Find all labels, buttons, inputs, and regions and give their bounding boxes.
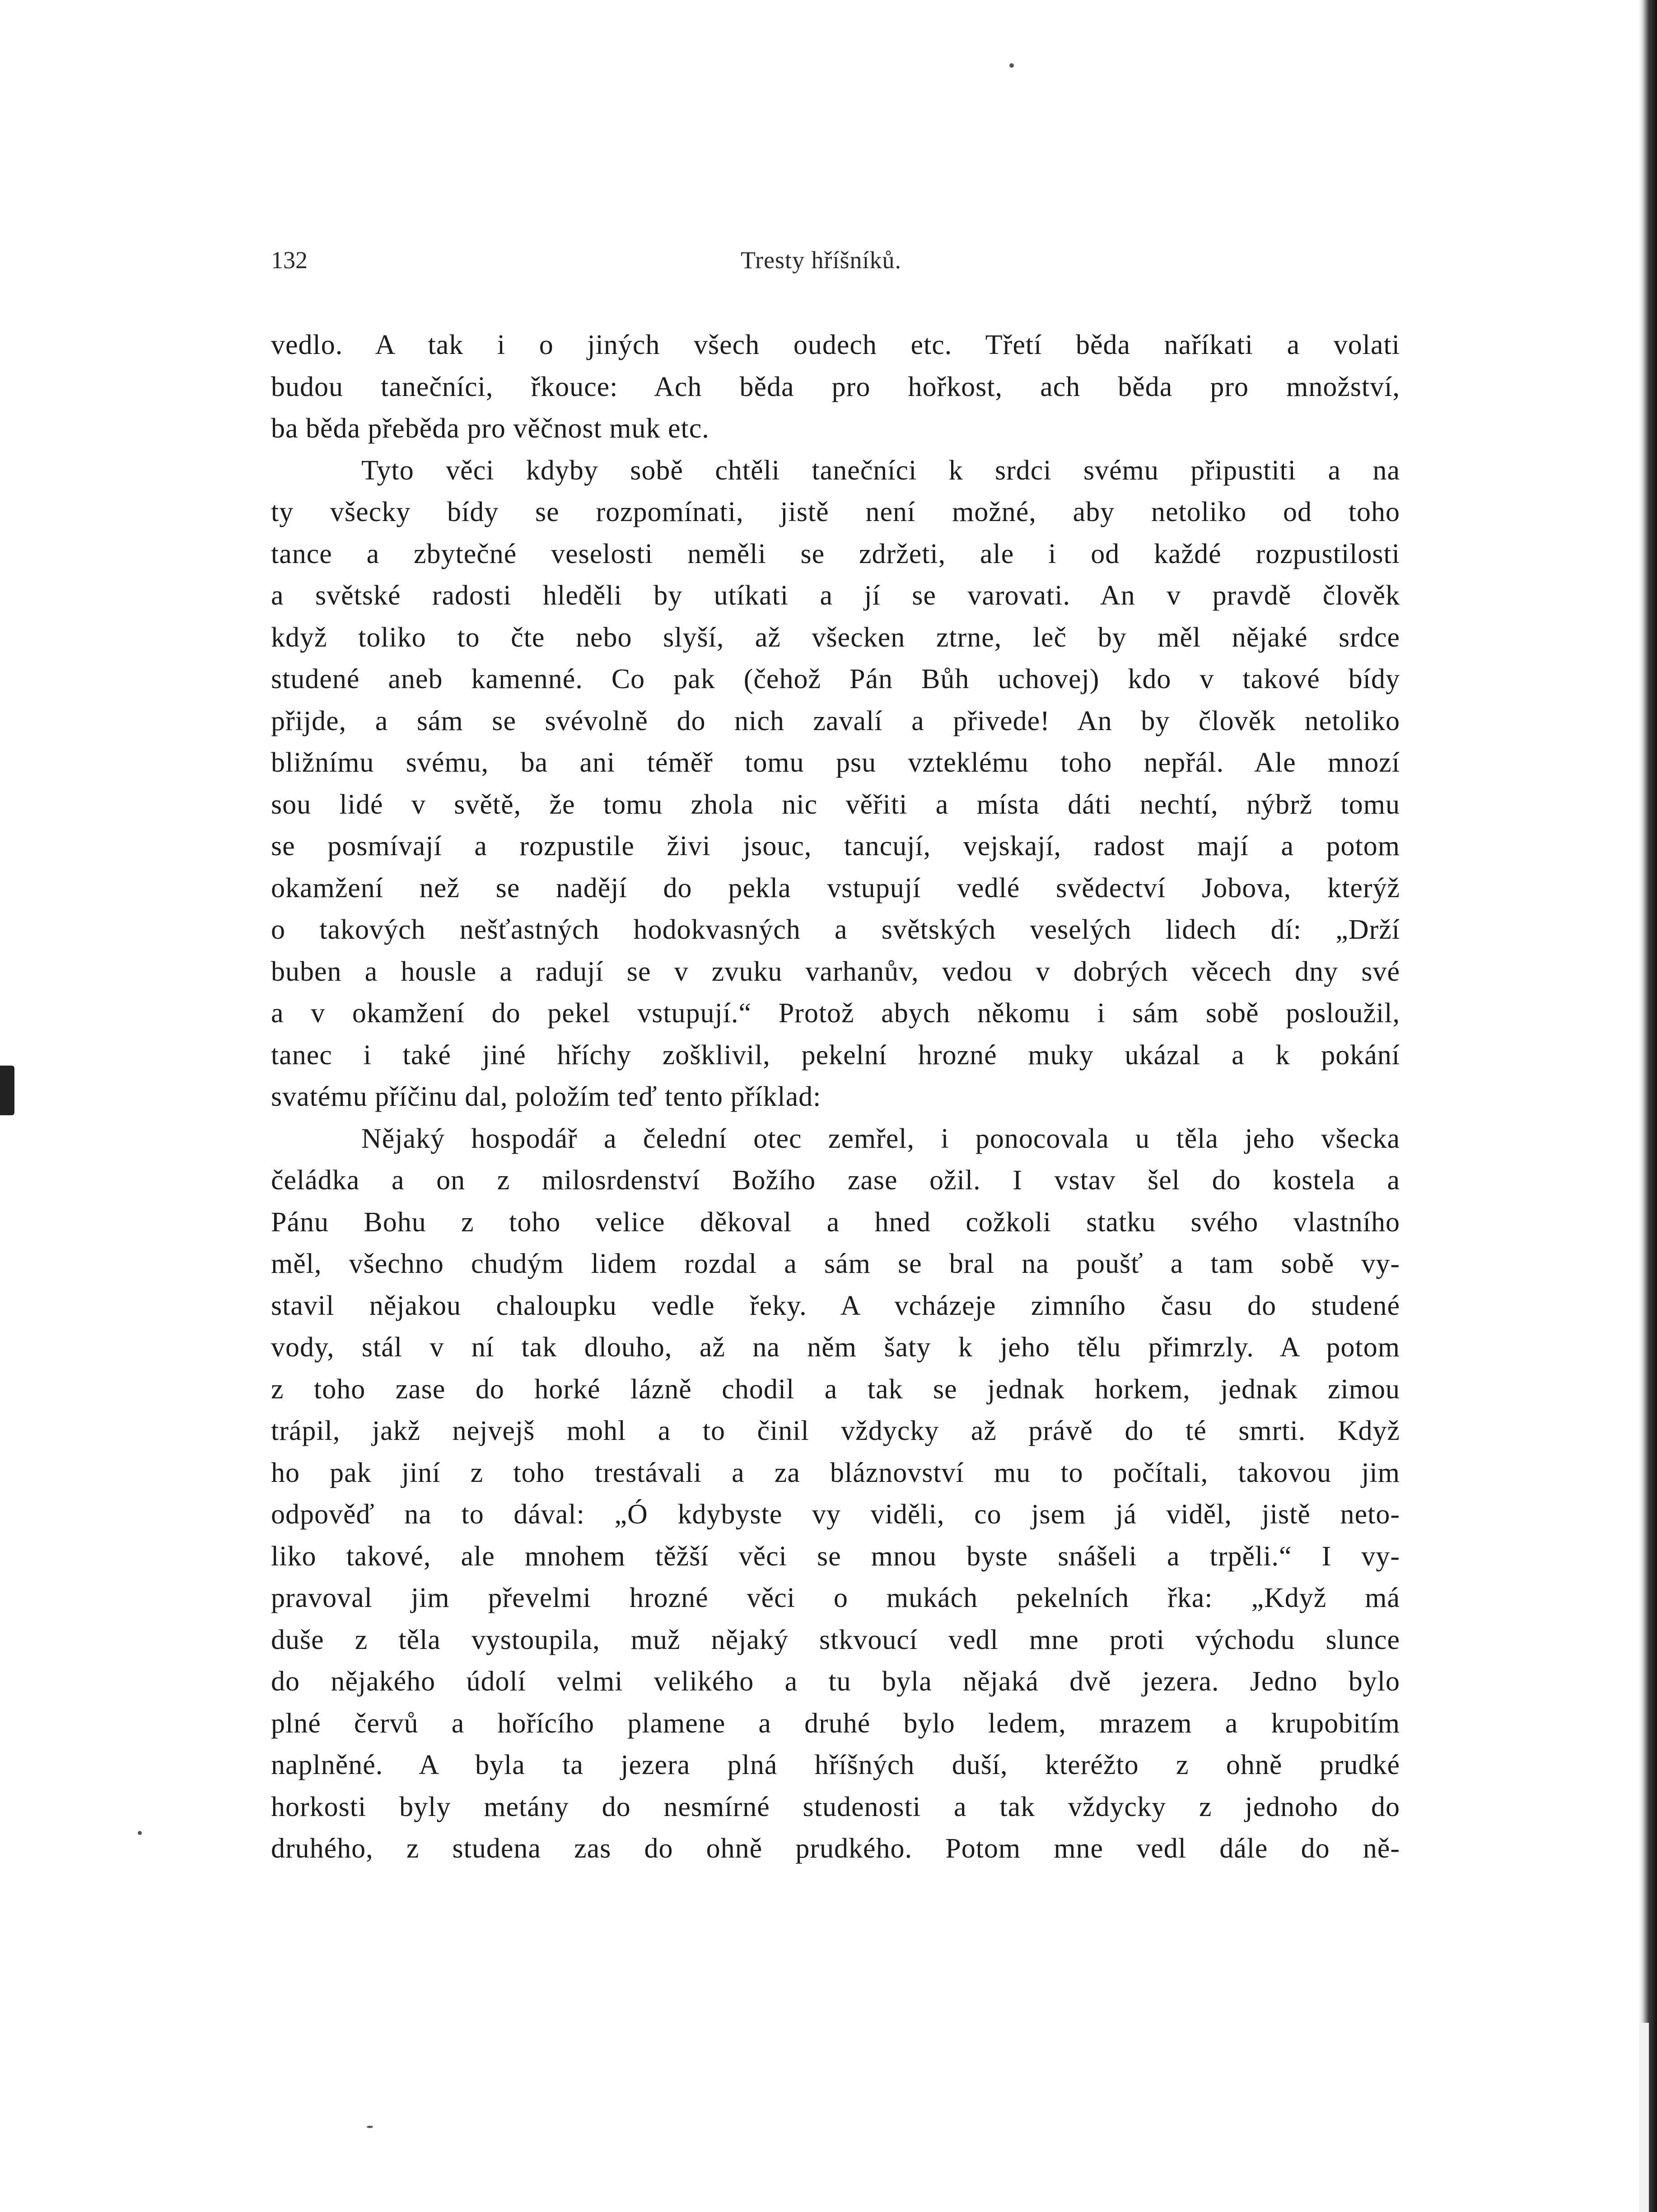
text-line: studené aneb kamenné. Co pak (čehož Pán Bůh uchovej) kdo v takové bídy xyxy=(271,664,1400,694)
page-header xyxy=(271,246,1400,282)
text-line: liko takové, ale mnohem těžší věci se mnou byste snášeli a trpěli.“ I vy- xyxy=(271,1541,1400,1572)
text-line: plné červů a hořícího plamene a druhé bylo ledem, mrazem a krupobitím xyxy=(271,1708,1400,1739)
dust-speck xyxy=(138,1831,142,1835)
body-text xyxy=(271,324,1400,1870)
text-line: Tyto věci kdyby sobě chtěli tanečníci k srdci svému připustiti a na xyxy=(361,455,1400,486)
text-line: když toliko to čte nebo slyší, až všecken ztrne, leč by měl nějaké srdce xyxy=(271,622,1400,653)
text-line: trápil, jakž nejvejš mohl a to činil vždycky až právě do té smrti. Když xyxy=(271,1416,1400,1446)
text-line: naplněné. A byla ta jezera plná hříšných duší, kteréžto z ohně prudké xyxy=(271,1750,1400,1780)
text-line: druhého, z studena zas do ohně prudkého. Potom mne vedl dále do ně- xyxy=(271,1833,1400,1864)
dust-speck xyxy=(367,2126,373,2128)
text-line: pravoval jim převelmi hrozné věci o mukách pekelních řka: „Když má xyxy=(271,1583,1400,1613)
text-line: vody, stál v ní tak dlouho, až na něm šaty k jeho tělu přimrzly. A potom xyxy=(271,1332,1400,1363)
text-line: Pánu Bohu z toho velice děkoval a hned cožkoli statku svého vlastního xyxy=(271,1206,1400,1238)
text-line: přijde, a sám se svévolně do nich zavalí a přivede! An by člověk netoliko xyxy=(271,705,1400,736)
text-line: Nějaký hospodář a čelední otec zemřel, i ponocovala u těla jeho všecka xyxy=(361,1123,1400,1154)
text-line: horkosti byly metány do nesmírné studenosti a tak vždycky z jednoho do xyxy=(271,1791,1400,1822)
page-number: 132 xyxy=(271,247,308,274)
text-line: a v okamžení do pekel vstupují.“ Protož abych někomu i sám sobě posloužil, xyxy=(271,998,1400,1029)
dust-speck xyxy=(1009,63,1014,68)
text-line: do nějakého údolí velmi velikého a tu byla nějaká dvě jezera. Jedno bylo xyxy=(271,1666,1400,1697)
text-line: vedlo. A tak i o jiných všech oudech etc. Třetí běda naříkati a volati xyxy=(271,330,1400,360)
text-line: čeládka a on z milosrdenství Božího zase ožil. I vstav šel do kostela a xyxy=(271,1165,1400,1196)
text-line: duše z těla vystoupila, muž nějaký stkvoucí vedl mne proti východu slunce xyxy=(271,1624,1400,1655)
text-line: buben a housle a radují se v zvuku varhanův, vedou v dobrých věcech dny své xyxy=(271,956,1400,987)
scan-edge-shadow xyxy=(1639,0,1657,2212)
text-line: budou tanečníci, řkouce: Ach běda pro hořkost, ach běda pro množství, xyxy=(271,371,1400,402)
text-line: o takových nešťastných hodokvasných a světských veselých lidech dí: „Drží xyxy=(271,914,1400,945)
text-line: z toho zase do horké lázně chodil a tak se jednak horkem, jednak zimou xyxy=(271,1374,1400,1405)
text-line: a světské radosti hleděli by utíkati a jí se varovati. An v pravdě člověk xyxy=(271,580,1400,611)
text-line: ho pak jiní z toho trestávali a za bláznovství mu to počítali, takovou jim xyxy=(271,1457,1400,1488)
text-line: ty všecky bídy se rozpomínati, jistě není možné, aby netoliko od toho xyxy=(271,497,1400,527)
scan-edge-light xyxy=(1639,2023,1649,2212)
text-line: stavil nějakou chaloupku vedle řeky. A vcházeje zimního času do studené xyxy=(271,1290,1400,1321)
text-line: se posmívají a rozpustile živi jsouc, tancují, vejskají, radost mají a potom xyxy=(271,831,1400,862)
text-line: sou lidé v světě, že tomu zhola nic věřiti a místa dáti nechtí, nýbrž tomu xyxy=(271,789,1400,820)
text-line: bližnímu svému, ba ani téměř tomu psu vzteklému toho nepřál. Ale mnozí xyxy=(271,747,1400,778)
margin-mark xyxy=(0,1066,14,1115)
text-line: svatému příčinu dal, položím teď tento příklad: xyxy=(271,1081,821,1112)
text-line: odpověď na to dával: „Ó kdybyste vy viděli, co jsem já viděl, jistě neto- xyxy=(271,1499,1400,1530)
text-line: tance a zbytečné veselosti neměli se zdržeti, ale i od každé rozpustilosti xyxy=(271,538,1400,569)
text-line: tanec i také jiné hříchy zošklivil, pekelní hrozné muky ukázal a k pokání xyxy=(271,1039,1400,1071)
running-title: Tresty hříšníků. xyxy=(741,247,902,274)
text-line: ba běda přeběda pro věčnost muk etc. xyxy=(271,413,709,444)
text-line: měl, všechno chudým lidem rozdal a sám se bral na poušť a tam sobě vy- xyxy=(271,1248,1400,1279)
text-line: okamžení než se nadějí do pekla vstupují vedlé svědectví Jobova, kterýž xyxy=(271,872,1400,903)
